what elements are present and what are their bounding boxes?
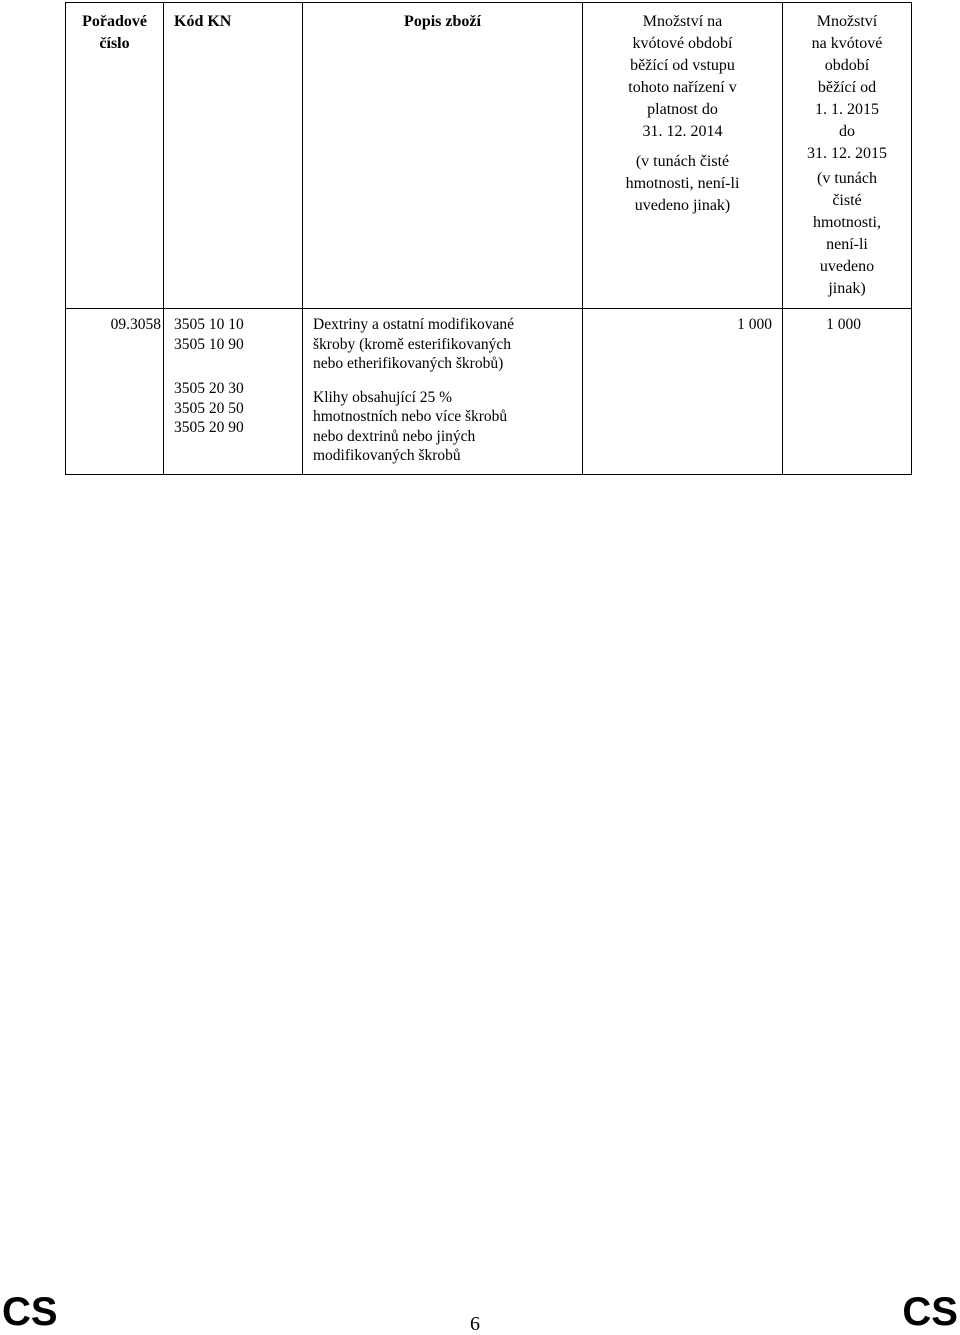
header-quota-2015-note: není-li xyxy=(826,236,868,253)
description-line: Klihy obsahující 25 % xyxy=(313,388,453,406)
footer-right-language-mark: CS xyxy=(902,1290,958,1334)
header-quota-2015-line: na kvótové xyxy=(811,35,883,52)
order-number-cell xyxy=(66,309,164,475)
header-description-label: Popis zboží xyxy=(404,13,481,30)
header-order-number-line: Pořadové xyxy=(82,13,147,30)
header-description xyxy=(303,3,583,309)
header-row xyxy=(66,3,912,309)
description-cell xyxy=(303,309,583,475)
header-cn-code-label: Kód KN xyxy=(174,13,232,30)
header-order-number-line: číslo xyxy=(99,35,130,52)
description-line: nebo dextrinů nebo jiných xyxy=(313,427,476,445)
header-quota-2015-note: čisté xyxy=(832,192,862,209)
header-cn-code xyxy=(164,3,303,309)
header-quota-2015-line: období xyxy=(824,57,870,74)
header-quota-2015-note: uvedeno xyxy=(819,258,875,275)
cn-code: 3505 20 50 xyxy=(174,399,244,417)
quota-2015-cell xyxy=(783,309,912,475)
description-line: modifikovaných škrobů xyxy=(313,447,461,464)
header-quota-current-note: (v tunách čisté xyxy=(635,153,730,170)
header-quota-current-line: kvótové období xyxy=(632,35,733,52)
header-quota-current-line: tohoto nařízení v xyxy=(628,79,737,96)
header-quota-2015-line: 1. 1. 2015 xyxy=(815,101,879,118)
header-quota-2015-note: (v tunách xyxy=(817,170,877,187)
cn-code: 3505 20 90 xyxy=(174,419,244,436)
header-quota-current xyxy=(583,3,783,309)
quota-table xyxy=(65,2,912,475)
quota-current-value: 1 000 xyxy=(737,316,772,333)
description-line: nebo etherifikovaných škrobů) xyxy=(313,355,504,372)
cn-code: 3505 10 10 xyxy=(174,316,244,333)
cn-code: 3505 20 30 xyxy=(174,380,244,397)
header-quota-2015-line: Množství xyxy=(816,13,878,30)
cn-code-cell xyxy=(164,309,303,475)
header-quota-current-line: běžící od vstupu xyxy=(630,57,735,74)
cn-code: 3505 10 90 xyxy=(174,335,244,353)
header-quota-2015-line: běžící od xyxy=(817,79,877,96)
header-quota-2015-line: do xyxy=(839,123,855,140)
header-quota-current-note: hmotnosti, není-li xyxy=(625,175,740,192)
header-quota-2015-line: 31. 12. 2015 xyxy=(807,145,887,162)
description-line: hmotnostních nebo více škrobů xyxy=(313,408,508,425)
table-row xyxy=(66,309,912,475)
description-line: škroby (kromě esterifikovaných xyxy=(313,335,511,353)
description-line: Dextriny a ostatní modifikované xyxy=(313,316,515,333)
header-quota-current-line: 31. 12. 2014 xyxy=(642,123,723,140)
header-quota-current-line: platnost do xyxy=(647,101,718,118)
header-quota-2015 xyxy=(783,3,912,309)
page-number: 6 xyxy=(470,1313,480,1335)
order-number-value: 09.3058 xyxy=(110,316,161,333)
header-quota-current-line: Množství na xyxy=(642,13,723,30)
header-quota-current-note: uvedeno jinak) xyxy=(634,197,731,214)
header-quota-2015-note: hmotnosti, xyxy=(812,214,881,231)
header-quota-2015-note: jinak) xyxy=(828,280,866,297)
quota-current-cell xyxy=(583,309,783,475)
footer-left-language-mark: CS xyxy=(2,1290,58,1334)
header-order-number xyxy=(66,3,164,309)
quota-2015-value: 1 000 xyxy=(826,316,861,333)
